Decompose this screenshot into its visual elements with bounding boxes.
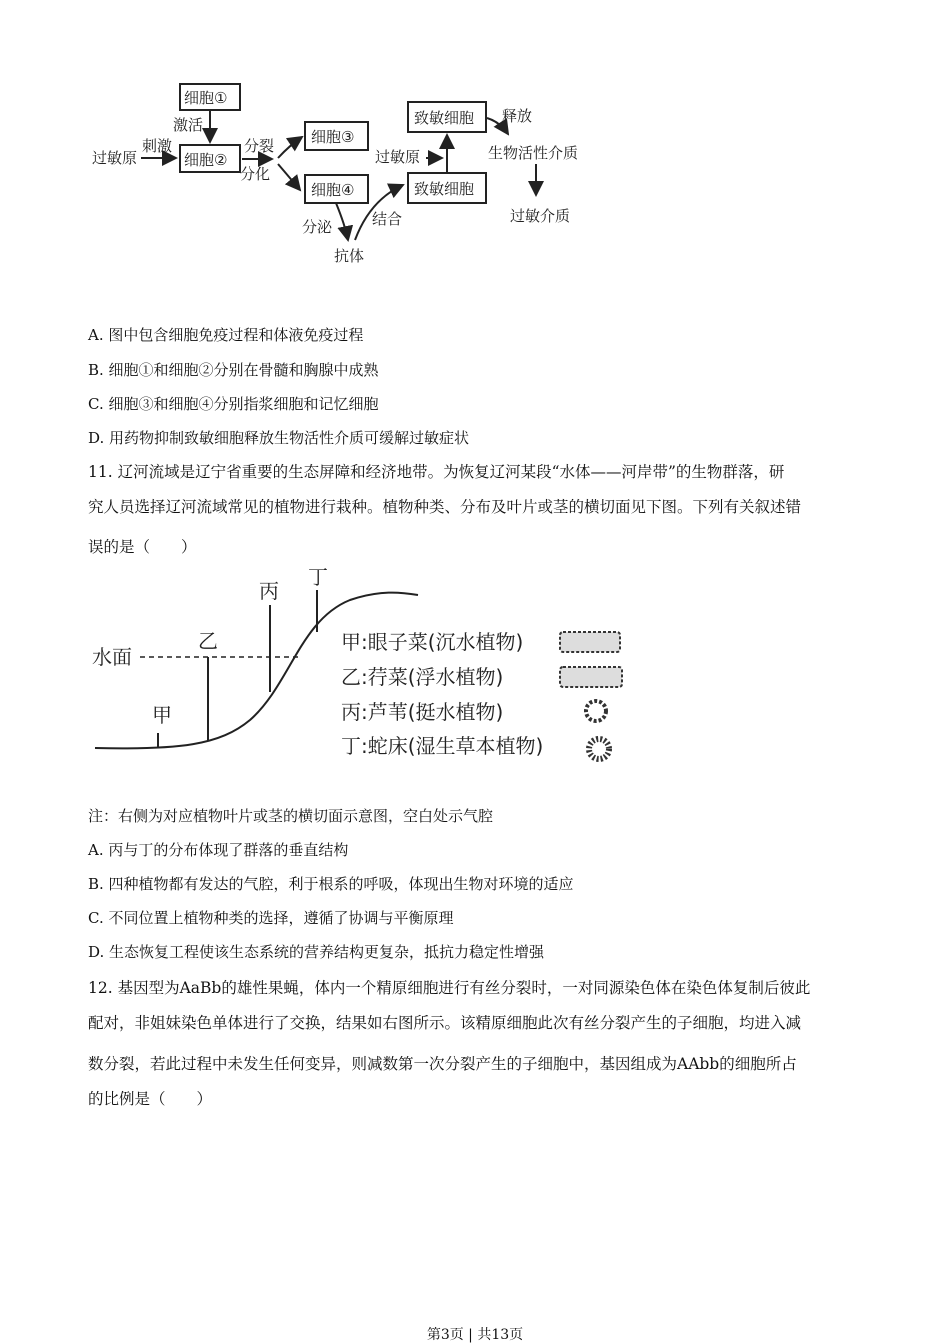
stem-cross-section-icon [586,701,606,721]
leaf-cross-section-icon [560,667,622,687]
allergen2-label: 过敏原 [375,148,421,166]
bioactive-label: 生物活性介质 [488,144,579,162]
water-surface-label: 水面 [92,645,132,669]
allergen-label: 过敏原 [92,149,138,167]
q12-text-line: 12. 基因型为AaBb的雄性果蝇，体内一个精原细胞进行有丝分裂时，一对同源染色体在染色体复制后彼此 [88,979,811,997]
leaf-cross-section-icon [560,632,620,652]
allergy-medium-label: 过敏介质 [510,207,571,225]
legend-item: 乙:荇菜(浮水植物) [341,665,504,689]
q11-text-line: 11. 辽河流域是辽宁省重要的生态屏障和经济地带。为恢复辽河某段“水体——河岸带”的生物群落，研 [88,463,785,481]
q11-text-line: 误的是（ ） [88,538,197,556]
sensitized-cell-top: 致敏细胞 [414,109,475,127]
q10-option-a: A. 图中包含细胞免疫过程和体液免疫过程 [88,326,364,344]
q12-text-line: 的比例是（ ） [88,1090,213,1108]
q10-option-b: B. 细胞①和细胞②分别在骨髓和胸腺中成熟 [88,361,379,379]
cell2-box: 细胞② [184,151,228,169]
cell3-box: 细胞③ [311,128,355,146]
legend-item: 丙:芦苇(挺水植物) [341,700,504,724]
q11-option-c: C. 不同位置上植物种类的选择，遵循了协调与平衡原理 [88,909,454,927]
legend-item: 甲:眼子菜(沉水植物) [341,630,524,654]
q11-text-line: 究人员选择辽河流域常见的植物进行栽种。植物种类、分布及叶片或茎的横切面见下图。下列有关叙述错 [88,498,802,516]
plant-label-ding: 丁 [308,565,328,589]
activate-label: 激活 [173,116,204,134]
stem-cross-section-icon [589,739,609,759]
q11-note: 注：右侧为对应植物叶片或茎的横切面示意图，空白处示气腔 [88,807,494,825]
differentiate-label: 分化 [240,165,271,183]
q12-text-line: 数分裂，若此过程中未发生任何变异，则减数第一次分裂产生的子细胞中，基因组成为AAbb的细胞所占 [88,1055,797,1073]
plant-label-yi: 乙 [198,629,218,653]
q11-option-d: D. 生态恢复工程使该生态系统的营养结构更复杂，抵抗力稳定性增强 [88,943,545,961]
q11-option-a: A. 丙与丁的分布体现了群落的垂直结构 [88,841,349,859]
sensitized-cell-bottom: 致敏细胞 [414,180,475,198]
stimulate-label: 刺激 [142,137,173,155]
page-footer: 第3页 | 共13页 [426,1327,524,1343]
plant-label-bing: 丙 [259,579,279,603]
secrete-label: 分泌 [302,218,333,236]
plant-label-jia: 甲 [152,703,172,727]
divide-label: 分裂 [244,137,275,155]
release-label: 释放 [502,107,533,125]
q12-text-line: 配对，非姐妹染色单体进行了交换，结果如右图所示。该精原细胞此次有丝分裂产生的子细胞，均进入减 [88,1014,802,1032]
cell1-box: 细胞① [184,89,228,107]
legend-item: 丁:蛇床(湿生草本植物) [341,734,544,758]
q10-option-d: D. 用药物抑制致敏细胞释放生物活性介质可缓解过敏症状 [88,429,470,447]
antibody-label: 抗体 [334,247,365,265]
q10-option-c: C. 细胞③和细胞④分别指浆细胞和记忆细胞 [88,395,379,413]
q11-option-b: B. 四种植物都有发达的气腔，利于根系的呼吸，体现出生物对环境的适应 [88,875,574,893]
cell4-box: 细胞④ [311,181,355,199]
bind-label: 结合 [372,210,403,228]
